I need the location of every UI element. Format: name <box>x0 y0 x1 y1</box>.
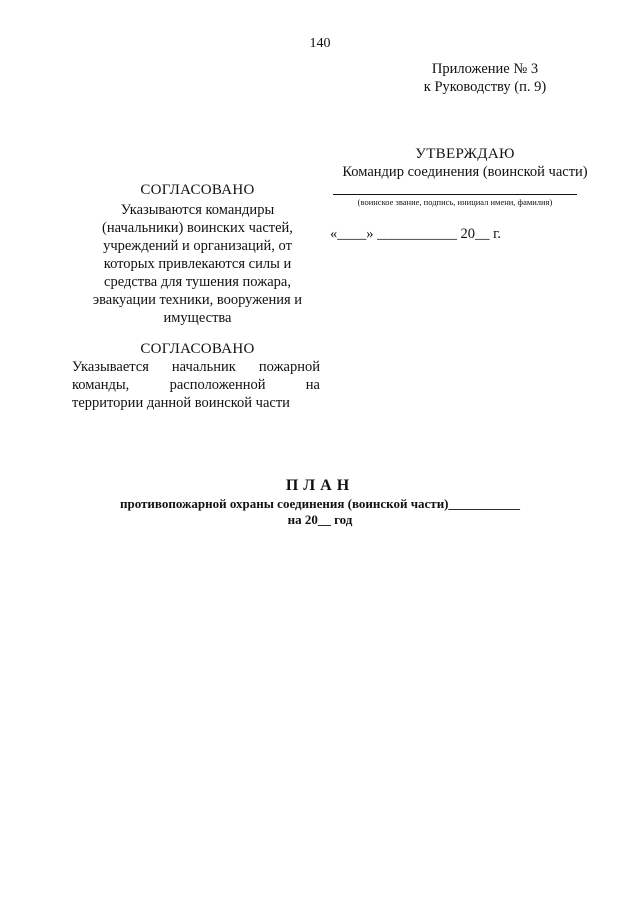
plan-year: на 20__ год <box>287 512 353 527</box>
agreed-body-2 <box>72 358 320 412</box>
appendix-reference: к Руководству (п. 9) <box>423 79 547 95</box>
agreed-2-word: команды, <box>72 377 130 393</box>
signature-caption: (воинское звание, подпись, инициал имени, фамилия) <box>357 197 553 207</box>
agreed-title-2: СОГЛАСОВАНО <box>140 341 255 357</box>
agreed-1-line: средства для тушения пожара, <box>104 274 291 290</box>
agreed-title-1: СОГЛАСОВАНО <box>140 182 255 198</box>
agreed-2-line-3: территории данной воинской части <box>72 395 290 411</box>
agreed-2-word: на <box>305 377 320 393</box>
plan-subtitle: противопожарной охраны соединения (воинской части)___________ <box>119 496 521 511</box>
plan-title: ПЛАН <box>285 477 355 494</box>
agreed-2-word: расположенной <box>169 377 266 393</box>
agreed-1-line: которых привлекаются силы и <box>103 256 292 272</box>
agreed-2-word: начальник <box>171 359 236 375</box>
agreed-1-line: (начальники) воинских частей, <box>102 220 293 236</box>
agreed-1-line: учреждений и организаций, от <box>103 238 292 254</box>
appendix-number: Приложение № 3 <box>431 61 539 77</box>
approve-title: УТВЕРЖДАЮ <box>415 146 515 162</box>
agreed-2-word: Указывается <box>72 359 149 375</box>
agreed-1-line: эвакуации техники, вооружения и <box>92 292 303 308</box>
signature-line <box>333 194 577 195</box>
appendix-header <box>380 60 590 96</box>
agreed-2-line-1 <box>72 358 320 376</box>
page-number: 140 <box>309 36 331 51</box>
agreed-2-word: пожарной <box>258 359 320 375</box>
agreed-2-line-2 <box>72 376 320 394</box>
approve-role: Командир соединения (воинской части) <box>342 164 588 180</box>
agreed-body-1 <box>70 201 325 327</box>
approval-date-line: «____» ___________ 20__ г. <box>330 226 502 242</box>
agreed-1-line: Указываются командиры <box>120 202 275 218</box>
agreed-1-line: имущества <box>163 310 232 326</box>
